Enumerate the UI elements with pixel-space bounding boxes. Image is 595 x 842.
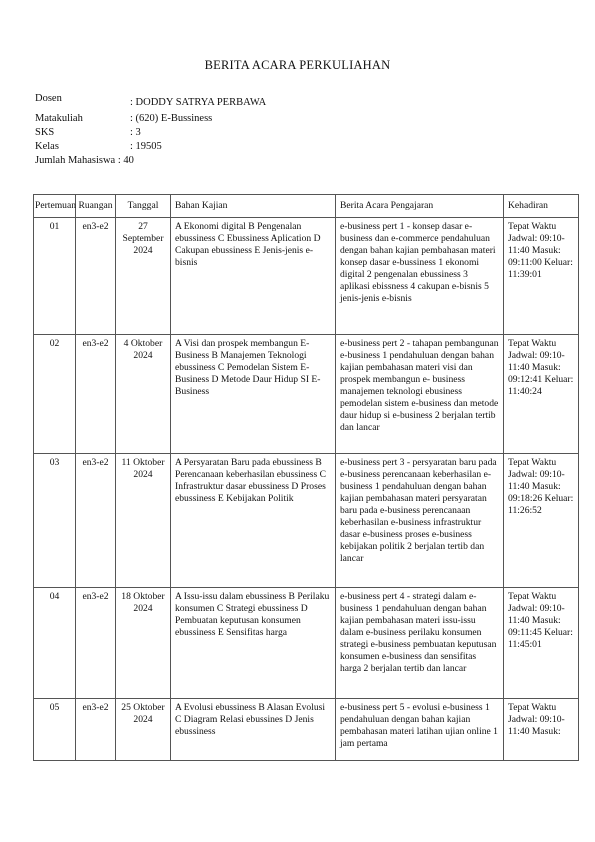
cell-berita-acara: e-business pert 3 - persyaratan baru pada e-business perencanaan keberhasilan e-business 1 pendahuluan dengan bahan kajian pembahasan materi persyaratan baru pada e-business perencanaan keberhasilan e-business infrastruktur dasar e-business proses e-business kebijakan politik 2 berjalan tertib dan lancar	[336, 454, 504, 588]
table-row	[34, 588, 579, 699]
cell-bahan-kajian: A Ekonomi digital B Pengenalan ebussiness C Ebussiness Aplication D Cakupan ebussiness E Jenis-jenis e-bisnis	[171, 218, 336, 335]
header-berita-acara: Berita Acara Pengajaran	[336, 195, 504, 218]
cell-kehadiran: Tepat Waktu Jadwal: 09:10-11:40 Masuk: 09:11:45 Keluar: 11:45:01	[504, 588, 579, 699]
table-row	[34, 335, 579, 454]
dosen-value: : DODDY SATRYA PERBAWA	[130, 97, 267, 108]
cell-tanggal: 25 Oktober 2024	[116, 699, 171, 761]
cell-tanggal: 4 Oktober 2024	[116, 335, 171, 454]
cell-kehadiran: Tepat Waktu Jadwal: 09:10-11:40 Masuk: 09:12:41 Keluar: 11:40:24	[504, 335, 579, 454]
cell-ruangan: en3-e2	[76, 454, 116, 588]
cell-berita-acara: e-business pert 1 - konsep dasar e-business dan e-commerce pendahuluan dengan bahan kajian pembahasan materi konsep dasar e-bussiness 1 ekonomi digital 2 pengenalan ebussiness 3 aplikasi ebissness 4 cakupan e-bisnis 5 jenis-jenis e-bisnis	[336, 218, 504, 335]
lecture-table	[33, 194, 579, 761]
cell-ruangan: en3-e2	[76, 588, 116, 699]
sks-value: : 3	[130, 127, 141, 138]
kelas-label: Kelas	[35, 141, 59, 152]
kelas-row	[35, 140, 162, 154]
cell-kehadiran: Tepat Waktu Jadwal: 09:10-11:40 Masuk:	[504, 699, 579, 761]
cell-tanggal: 11 Oktober 2024	[116, 454, 171, 588]
header-tanggal: Tanggal	[116, 195, 171, 218]
course-info	[35, 92, 267, 168]
sks-label: SKS	[35, 127, 55, 138]
cell-bahan-kajian: A Evolusi ebussiness B Alasan Evolusi C Diagram Relasi ebussines D Jenis ebussiness	[171, 699, 336, 761]
matakuliah-row	[35, 112, 213, 126]
header-kehadiran: Kehadiran	[504, 195, 579, 218]
cell-ruangan: en3-e2	[76, 218, 116, 335]
cell-kehadiran: Tepat Waktu Jadwal: 09:10-11:40 Masuk: 09:18:26 Keluar: 11:26:52	[504, 454, 579, 588]
matakuliah-label: Matakuliah	[35, 113, 83, 124]
cell-tanggal: 27 September 2024	[116, 218, 171, 335]
cell-bahan-kajian: A Persyaratan Baru pada ebussiness B Perencanaan keberhasilan ebussiness C Infrastruktur dasar ebussiness D Proses ebussiness E Kebijakan Politik	[171, 454, 336, 588]
cell-bahan-kajian: A Issu-issu dalam ebussiness B Perilaku konsumen C Strategi ebussiness D Pembuatan keputusan konsumen ebussiness E Sensifitas harga	[171, 588, 336, 699]
header-ruangan: Ruangan	[76, 195, 116, 218]
jumlah-mahasiswa-row	[35, 154, 134, 168]
table-row	[34, 454, 579, 588]
dosen-label: Dosen	[35, 93, 62, 104]
table-row	[34, 218, 579, 335]
cell-berita-acara: e-business pert 5 - evolusi e-business 1 pendahuluan dengan bahan kajian pembahasan materi latihan ujian online 1 jam pertama	[336, 699, 504, 761]
cell-berita-acara: e-business pert 2 - tahapan pembangunan e-business 1 pendahuluan dengan bahan kajian pembahasan materi visi dan prospek membangun e- business manajemen teknologi ebusiness pemodelan sistem e-business dan metode daur hidup si e-business 2 berjalan tertib dan lancar	[336, 335, 504, 454]
matakuliah-value: : (620) E-Bussiness	[130, 113, 213, 124]
cell-pertemuan: 02	[34, 335, 76, 454]
jumlah-mahasiswa: Jumlah Mahasiswa : 40	[35, 155, 134, 166]
cell-tanggal: 18 Oktober 2024	[116, 588, 171, 699]
table-row	[34, 699, 579, 761]
cell-pertemuan: 01	[34, 218, 76, 335]
cell-pertemuan: 03	[34, 454, 76, 588]
cell-bahan-kajian: A Visi dan prospek membangun E- Business B Manajemen Teknologi ebussiness C Pemodelan Sistem E- Business D Metode Daur Hidup SI E-Business	[171, 335, 336, 454]
cell-ruangan: en3-e2	[76, 699, 116, 761]
sks-row	[35, 126, 141, 140]
cell-berita-acara: e-business pert 4 - strategi dalam e-business 1 pendahuluan dengan bahan kajian pembahasan materi issu-issu dalam e-business perilaku konsumen strategi e-business pembuatan keputusan konsumen e-business dan sensifitas harga 2 berjalan tertib dan lancar	[336, 588, 504, 699]
cell-pertemuan: 04	[34, 588, 76, 699]
cell-kehadiran: Tepat Waktu Jadwal: 09:10-11:40 Masuk: 09:11:00 Keluar: 11:39:01	[504, 218, 579, 335]
kelas-value: : 19505	[130, 141, 162, 152]
page-title: BERITA ACARA PERKULIAHAN	[204, 58, 391, 72]
dosen-row	[35, 92, 267, 108]
cell-ruangan: en3-e2	[76, 335, 116, 454]
table-header-row	[34, 195, 579, 218]
header-bahan-kajian: Bahan Kajian	[171, 195, 336, 218]
header-pertemuan: Pertemuan	[34, 195, 76, 218]
cell-pertemuan: 05	[34, 699, 76, 761]
